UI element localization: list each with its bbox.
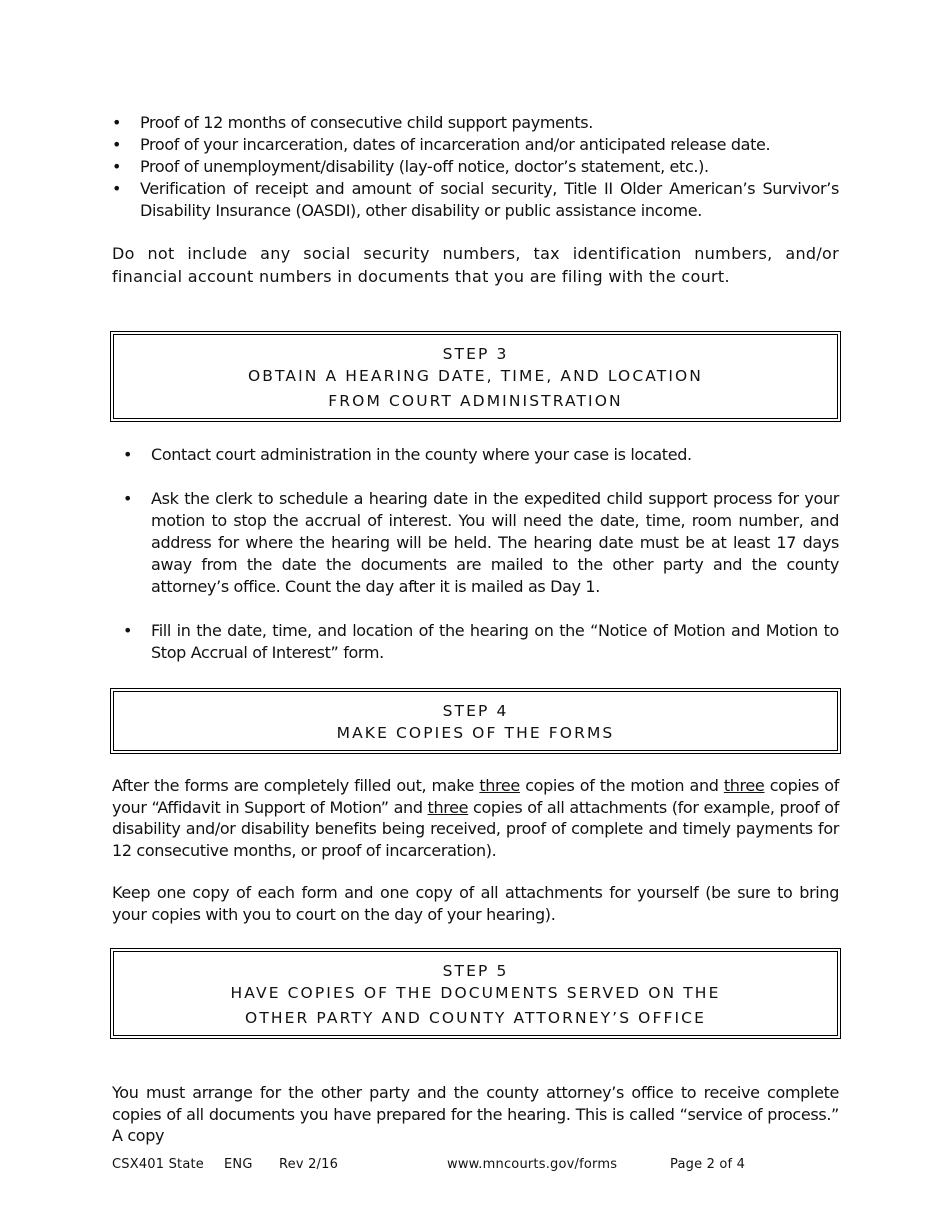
bullet-icon: •: [112, 179, 122, 198]
bullet-icon: •: [112, 135, 122, 154]
step-4-title-line1: MAKE COPIES OF THE FORMS: [336, 724, 615, 742]
step-5-title-line2: OTHER PARTY AND COUNTY ATTORNEY’S OFFICE: [245, 1009, 706, 1027]
bullet-icon: •: [123, 445, 133, 464]
step-5-title-line1: HAVE COPIES OF THE DOCUMENTS SERVED ON THE: [230, 984, 721, 1002]
bullet-icon: •: [112, 157, 122, 176]
list-item: • Contact court administration in the county where your case is located.: [123, 445, 692, 464]
list-item: • Proof of 12 months of consecutive child support payments.: [112, 113, 593, 132]
step-4-copies-paragraph: After the forms are completely filled out, make three copies of the motion and three copies of your “Affidavit in Support of Motion” and three copies of all attachments (for example, proof of disability and/or disability benefits being received, proof of complete and timely payments for 12 consecutive months, or proof of incarceration).: [112, 776, 840, 860]
bullet-icon: •: [123, 621, 133, 640]
step-5-number: STEP 5: [442, 962, 509, 980]
document-page: [112, 112, 839, 1147]
list-item: • Verification of receipt and amount of social security, Title II Older American’s Survivor’s Disability Insurance (OASDI), other disability or public assistance income.: [112, 179, 839, 220]
footer-form-id: CSX401 State: [112, 1157, 204, 1172]
step-3-title-line2: FROM COURT ADMINISTRATION: [328, 392, 623, 410]
list-item: • Proof of unemployment/disability (lay-off notice, doctor’s statement, etc.).: [112, 157, 709, 176]
proof-bullet-list: [112, 112, 839, 222]
list-item: • Fill in the date, time, and location of the hearing on the “Notice of Motion and Motion to Stop Accrual of Interest” form.: [123, 621, 839, 662]
step-3-heading-box: [110, 331, 841, 422]
step-5-heading-box: [110, 948, 841, 1039]
step-5-service-paragraph: You must arrange for the other party and the county attorney’s office to receive complete copies of all documents you have prepared for the hearing. This is called “service of process.” A copy: [112, 1083, 839, 1145]
step-3-number: STEP 3: [442, 345, 509, 363]
footer-language: ENG: [224, 1157, 253, 1172]
step-3-bullet-list: [112, 444, 839, 664]
list-item: • Ask the clerk to schedule a hearing date in the expedited child support process for your motion to stop the accrual of interest. You will need the date, time, room number, and address for where the hearing will be held. The hearing date must be at least 17 days away from the date the documents are mailed to the other party and the county attorney’s office. Count the day after it is mailed as Day 1.: [123, 489, 839, 596]
bullet-icon: •: [123, 489, 133, 508]
step-4-heading-box: [110, 688, 841, 754]
footer-revision: Rev 2/16: [279, 1157, 339, 1172]
step-3-title-line1: OBTAIN A HEARING DATE, TIME, AND LOCATION: [248, 367, 703, 385]
step-4-number: STEP 4: [442, 702, 509, 720]
footer-website-link[interactable]: www.mncourts.gov/forms: [447, 1157, 618, 1172]
bullet-icon: •: [112, 113, 122, 132]
privacy-note: Do not include any social security numbers, tax identification numbers, and/or financial account numbers in documents that you are filing with the court.: [112, 244, 839, 286]
step-4-keep-copy-paragraph: Keep one copy of each form and one copy of all attachments for yourself (be sure to bring your copies with you to court on the day of your hearing).: [112, 883, 839, 924]
footer-page-number: Page 2 of 4: [670, 1157, 746, 1172]
list-item: • Proof of your incarceration, dates of incarceration and/or anticipated release date.: [112, 135, 771, 154]
